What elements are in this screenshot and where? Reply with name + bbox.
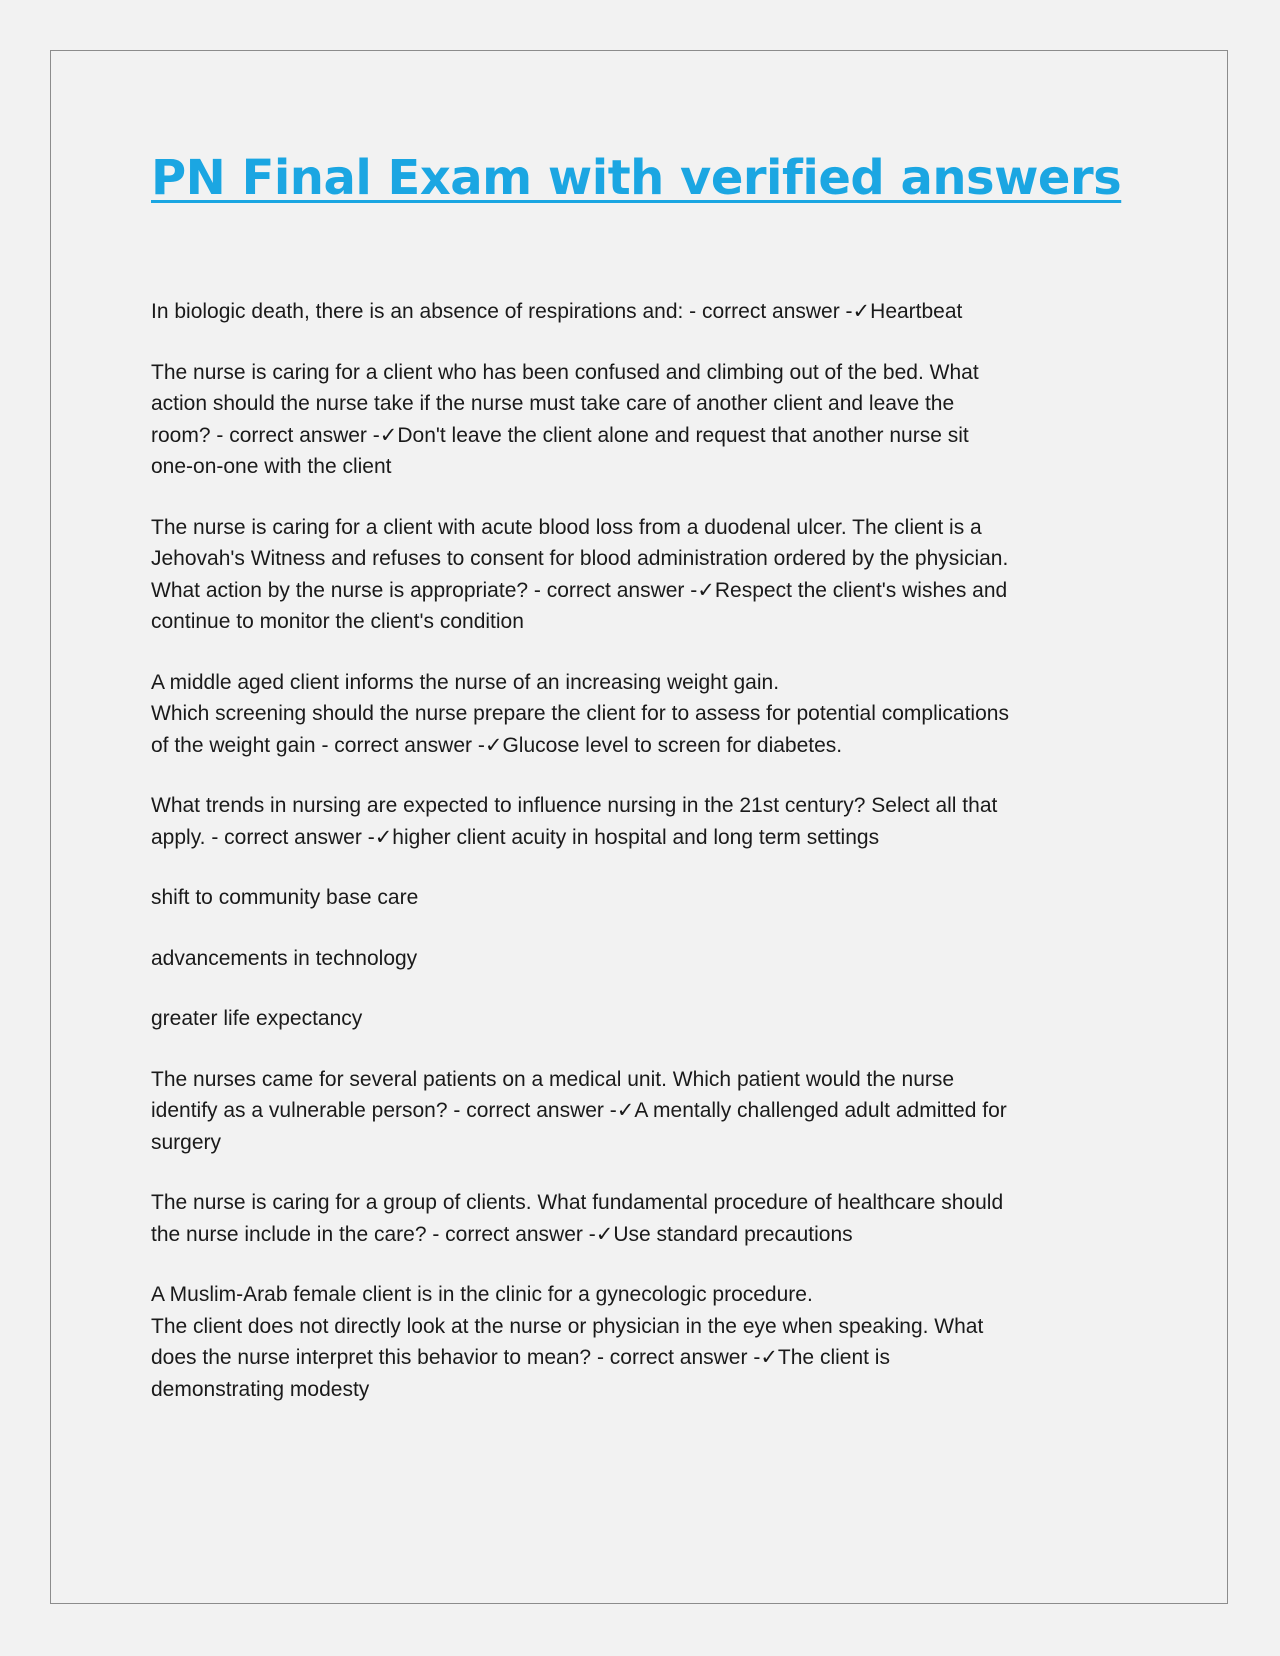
answer-prefix: - correct answer -	[315, 733, 485, 757]
answer-text: Heartbeat	[870, 300, 963, 323]
qa-item	[151, 512, 1131, 638]
check-icon: ✓	[595, 1221, 614, 1246]
check-icon: ✓	[374, 824, 393, 849]
question-text: The nurse is caring for a group of clients. What fundamental procedure of healthcare should the nurse include in the care?	[151, 1191, 1004, 1246]
check-icon: ✓	[616, 1098, 635, 1122]
qa-item	[151, 1279, 1131, 1405]
answer-prefix: - correct answer -	[447, 1099, 617, 1122]
question-text: In biologic death, there is an absence of respirations and:	[151, 300, 684, 323]
qa-list	[151, 296, 1131, 1434]
question-text: A middle aged client informs the nurse of an increasing weight gain. Which screening should the nurse prepare the client for to assess for potential complications of the weight gain	[151, 670, 1009, 757]
answer-text: A mentally challenged adult admitted for surgery	[151, 1099, 1007, 1154]
answer-prefix: - correct answer -	[591, 1346, 761, 1369]
check-icon: ✓	[379, 422, 398, 447]
answer-text: higher client acuity in hospital and long term settings	[392, 825, 880, 849]
answer-prefix: - correct answer -	[205, 825, 375, 849]
answer-text: Don't leave the client alone and request that another nurse sit one-on-one with the client	[151, 423, 969, 478]
qa-item	[151, 296, 1131, 328]
answer-text: The client is demonstrating modesty	[151, 1346, 890, 1401]
qa-item	[151, 667, 1131, 762]
qa-item	[151, 1187, 1131, 1250]
question-text: The nurse is caring for a client who has been confused and climbing out of the bed. What action should the nurse take if the nurse must take care of another client and leave the room?	[151, 360, 979, 447]
answer-prefix: - correct answer -	[210, 423, 380, 447]
qa-item	[151, 357, 1131, 483]
answer-list-item: shift to community base care	[151, 886, 419, 909]
check-icon: ✓	[852, 299, 871, 323]
answer-prefix: - correct answer -	[528, 578, 698, 602]
answer-prefix: - correct answer -	[683, 300, 853, 323]
qa-item	[151, 790, 1131, 853]
check-icon: ✓	[760, 1345, 778, 1369]
answer-text: Respect the client's wishes and continue to monitor the client's condition	[151, 578, 1008, 633]
document-title: PN Final Exam with verified answers	[151, 150, 1122, 206]
check-icon: ✓	[484, 732, 503, 757]
question-text: The nurses came for several patients on a medical unit. Which patient would the nurse identify as a vulnerable person?	[151, 1067, 955, 1122]
answer-list-item: advancements in technology	[151, 946, 418, 970]
question-text: A Muslim-Arab female client is in the clinic for a gynecologic procedure. The client does not directly look at the nurse or physician in the eye when speaking. What does the nurse interpret this behavior to mean?	[151, 1283, 984, 1369]
answer-prefix: - correct answer -	[426, 1222, 596, 1246]
answer-text: Use standard precautions	[613, 1222, 853, 1246]
check-icon: ✓	[697, 577, 715, 602]
question-text: What trends in nursing are expected to influence nursing in the 21st century? Select all that apply.	[151, 794, 998, 849]
question-text: The nurse is caring for a client with acute blood loss from a duodenal ulcer. The client is a Jehovah's Witness and refuses to consent for blood administration ordered by the physician. What action by the nurse is appropriate?	[151, 515, 1009, 602]
answer-list-item: greater life expectancy	[151, 1007, 363, 1030]
answer-text: Glucose level to screen for diabetes.	[502, 733, 843, 757]
qa-item	[151, 1064, 1131, 1159]
